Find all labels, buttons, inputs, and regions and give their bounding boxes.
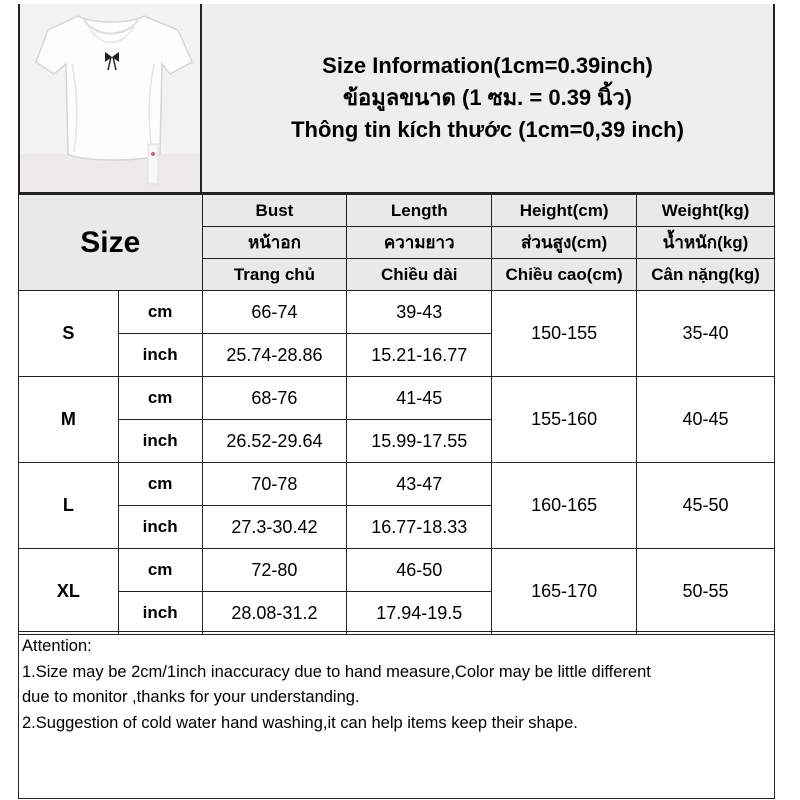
- unit-label: inch: [118, 334, 202, 377]
- size-label: XL: [19, 549, 119, 635]
- bust-cm-cell: 66-74: [202, 291, 347, 334]
- size-table: [18, 194, 775, 635]
- unit-label: inch: [118, 420, 202, 463]
- product-photo: [18, 4, 202, 194]
- length-cm-cell: 46-50: [347, 549, 492, 592]
- size-label: M: [19, 377, 119, 463]
- unit-label: cm: [118, 463, 202, 506]
- size-heading: Size: [19, 195, 203, 291]
- size-label: L: [19, 463, 119, 549]
- title-vietnamese: Thông tin kích thước (1cm=0,39 inch): [291, 117, 684, 142]
- unit-label: inch: [118, 506, 202, 549]
- column-header: Chiều dài: [347, 259, 492, 291]
- unit-label: inch: [118, 592, 202, 635]
- weight-cell: 35-40: [637, 291, 775, 377]
- notes-heading: Attention:: [22, 637, 92, 655]
- note-line: 1.Size may be 2cm/1inch inaccuracy due to hand measure,Color may be little different: [22, 662, 651, 681]
- height-cell: 165-170: [492, 549, 637, 635]
- bust-inch-cell: 28.08-31.2: [202, 592, 347, 635]
- size-information-title: [202, 4, 775, 194]
- size-label: S: [19, 291, 119, 377]
- column-header: ส่วนสูง(cm): [492, 227, 637, 259]
- column-header: Chiều cao(cm): [492, 259, 637, 291]
- bust-inch-cell: 27.3-30.42: [202, 506, 347, 549]
- column-header: Trang chủ: [202, 259, 347, 291]
- table-row: [19, 549, 775, 592]
- column-header: Weight(kg): [637, 195, 775, 227]
- title-english: Size Information(1cm=0.39inch): [322, 53, 653, 78]
- height-cell: 150-155: [492, 291, 637, 377]
- header-row-english: [19, 195, 775, 227]
- bust-inch-cell: 25.74-28.86: [202, 334, 347, 377]
- column-header: Bust: [202, 195, 347, 227]
- column-header: Length: [347, 195, 492, 227]
- length-cm-cell: 41-45: [347, 377, 492, 420]
- column-header: Height(cm): [492, 195, 637, 227]
- bust-cm-cell: 68-76: [202, 377, 347, 420]
- title-thai: ข้อมูลขนาด (1 ซม. = 0.39 นิ้ว): [342, 85, 632, 110]
- column-header: ความยาว: [347, 227, 492, 259]
- length-inch-cell: 15.21-16.77: [347, 334, 492, 377]
- length-cm-cell: 43-47: [347, 463, 492, 506]
- bust-cm-cell: 72-80: [202, 549, 347, 592]
- bust-cm-cell: 70-78: [202, 463, 347, 506]
- column-header: Cân nặng(kg): [637, 259, 775, 291]
- length-inch-cell: 16.77-18.33: [347, 506, 492, 549]
- attention-notes: [18, 631, 775, 799]
- weight-cell: 50-55: [637, 549, 775, 635]
- table-row: [19, 463, 775, 506]
- note-line: due to monitor ,thanks for your understanding.: [22, 688, 360, 706]
- weight-cell: 45-50: [637, 463, 775, 549]
- unit-label: cm: [118, 291, 202, 334]
- weight-cell: 40-45: [637, 377, 775, 463]
- table-row: [19, 291, 775, 334]
- unit-label: cm: [118, 377, 202, 420]
- column-header: น้ำหนัก(kg): [637, 227, 775, 259]
- height-cell: 155-160: [492, 377, 637, 463]
- size-chart: [18, 4, 775, 799]
- bust-inch-cell: 26.52-29.64: [202, 420, 347, 463]
- column-header: หน้าอก: [202, 227, 347, 259]
- length-inch-cell: 17.94-19.5: [347, 592, 492, 635]
- note-line: 2.Suggestion of cold water hand washing,it can help items keep their shape.: [22, 713, 578, 732]
- white-short-sleeve-top-with-bow-photo-icon: [20, 4, 202, 194]
- table-row: [19, 377, 775, 420]
- header: [18, 4, 775, 194]
- unit-label: cm: [118, 549, 202, 592]
- length-inch-cell: 15.99-17.55: [347, 420, 492, 463]
- length-cm-cell: 39-43: [347, 291, 492, 334]
- height-cell: 160-165: [492, 463, 637, 549]
